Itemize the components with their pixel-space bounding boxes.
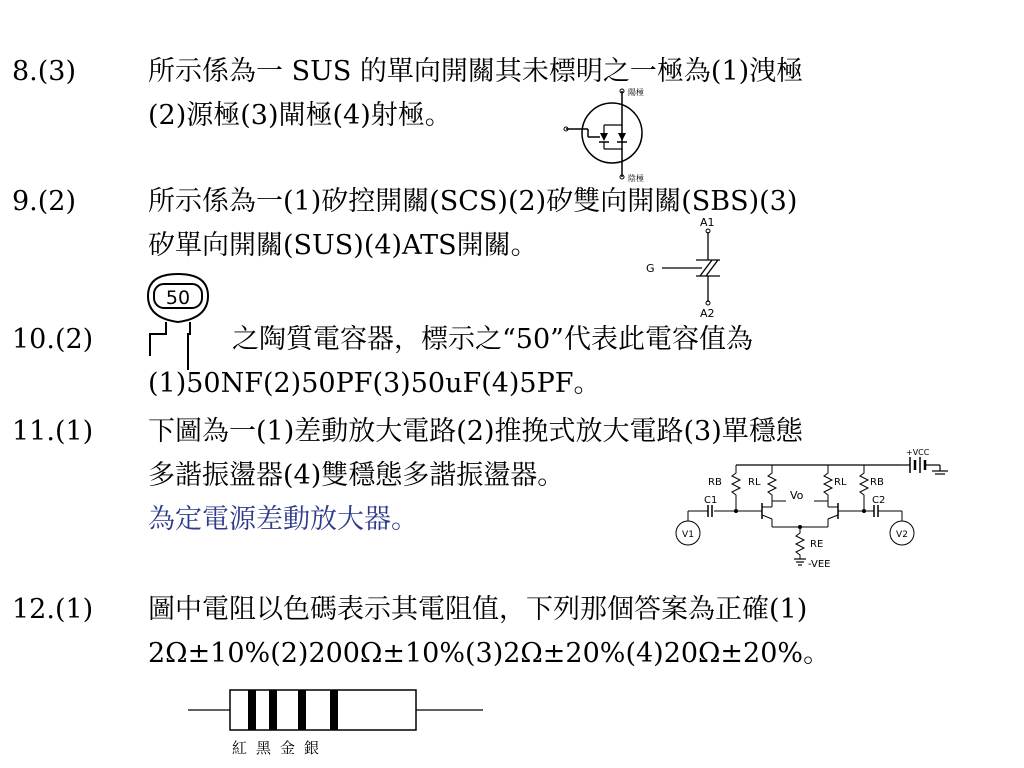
vo-label: Vo [790, 489, 804, 502]
question-number: 9.(2) [12, 186, 77, 217]
question-number: 11.(1) [12, 416, 94, 447]
color-code-resistor [188, 688, 488, 738]
g-label: G [646, 262, 655, 275]
band-1 [248, 690, 256, 730]
question-line-1: 下圖為一(1)差動放大電路(2)推挽式放大電路(3)單穩態 [148, 416, 803, 447]
question-line-1: 圖中電阻以色碼表示其電阻值，下列那個答案為正確(1) [148, 594, 808, 625]
rb-left-label: RB [708, 477, 722, 488]
question-number: 10.(2) [12, 324, 94, 355]
question-number: 12.(1) [12, 594, 94, 625]
re-label: RE [810, 539, 824, 550]
vee-label: -VEE [808, 559, 831, 570]
a2-label: A2 [700, 307, 715, 320]
c2-label: C2 [872, 495, 886, 506]
anode-label: 陽極 [628, 88, 644, 97]
band-colors-caption: 紅黑金銀 [232, 739, 329, 757]
question-line-2: 矽單向開關(SUS)(4)ATS開關。 [148, 230, 538, 261]
band-2 [269, 690, 277, 730]
answer-note: 為定電源差動放大器。 [148, 504, 418, 535]
question-number: 8.(3) [12, 56, 77, 87]
vcc-label: +VCC [906, 448, 930, 457]
c1-label: C1 [704, 495, 718, 506]
question-line-2: 多諧振盪器(4)雙穩態多諧振盪器。 [148, 460, 565, 491]
rl-right-label: RL [834, 477, 847, 488]
rb-right-label: RB [870, 477, 884, 488]
question-line-1: 之陶質電容器，標示之“50”代表此電容值為 [232, 324, 753, 355]
v2-label: V2 [896, 530, 908, 540]
rl-left-label: RL [748, 477, 761, 488]
differential-amplifier-circuit [678, 445, 968, 575]
v1-label: V1 [682, 530, 694, 540]
question-line-2: 2Ω±10%(2)200Ω±10%(3)2Ω±20%(4)20Ω±20%。 [148, 638, 831, 669]
band-4 [330, 690, 338, 730]
sbs-symbol [640, 210, 730, 320]
sus-symbol [560, 85, 670, 195]
capacitor-marking: 50 [165, 287, 191, 309]
question-line-1: 所示係為一 SUS 的單向開關其未標明之一極為(1)洩極 [148, 56, 804, 87]
question-line-2: (2)源極(3)閘極(4)射極。 [148, 100, 452, 131]
question-line-2: (1)50NF(2)50PF(3)50uF(4)5PF。 [148, 368, 601, 399]
resistor-body [230, 690, 416, 730]
question-line-1: 所示係為一(1)矽控開關(SCS)(2)矽雙向開關(SBS)(3) [148, 186, 798, 217]
cathode-label: 陰極 [628, 174, 644, 183]
a1-label: A1 [700, 216, 715, 229]
band-3 [298, 690, 306, 730]
